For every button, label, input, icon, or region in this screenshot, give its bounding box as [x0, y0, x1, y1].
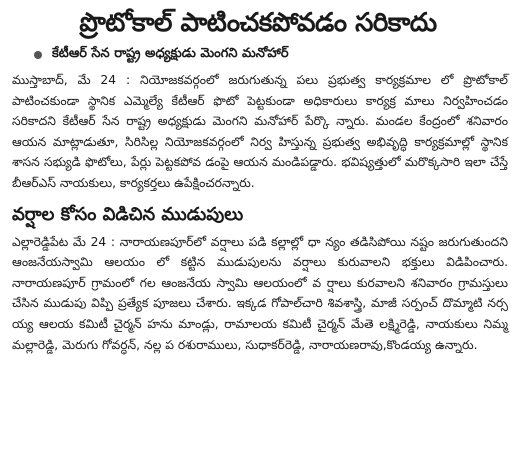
article-headline: ప్రొటోకాల్ పాటించకపోవడం సరికాదు [79, 8, 437, 38]
article-body: ముస్తాబాద్, మే 24 : నియోజకవర్గంలో జరుగుతున్న పలు ప్రభుత్వ కార్యక్రమాల లో ప్రొటోకాల్ పాటించకుండా స్థానిక ఎమ్మెల్యే కేటీఆర్ ఫొటో పెట్టకుండా అధికారులు కార్యక్ర మాలు నిర్వహించడం సరికాదని కేటీఆర్ సేన రాష్ట్ర అధ్యక్షుడు మెంగని మనోహార్ పేర్కొ న్నారు. మండల కేంద్రంలో శనివారం ఆయన మాట్లాడుతూ, సిరిసిల్ల నియోజకవర్గంలో నిర్వ హిస్తున్న ప్రభుత్వ అభివృద్ధి కార్యక్రమాల్లో స్థానిక శాసన సభ్యుడి ఫొటోలు, పేర్లు పెట్టకపోవ డంపై ఆయన మండిపడ్డారు. భవిష్యత్తులో మరొక్కసారి ఇలా చేస్తే బీఆర్ఎస్ నాయకులు, కార్యకర్తలు ఉపేక్షించరన్నారు. [12, 73, 508, 190]
subhead-text: కేటీఆర్ సేన రాష్ట్ర అధ్యక్షుడు మెంగని మనోహార్ [52, 46, 289, 61]
article-protocol [8, 4, 508, 194]
article-headline: వర్షాల కోసం విడిచిన ముడుపులు [12, 203, 244, 225]
article-body: ఎల్లారెడ్డిపేట మే 24 : నారాయణపూర్‌లో వర్షాలు పడి కల్లాల్లో ధా న్యం తడిసిపోయి నష్టం జరుగుతుందని ఆంజనేయస్వామి ఆలయం లో కట్టిన ముడుపులను వర్షాలు కురువాలని భక్తులు విడిపించారు. నారాయణపూర్ గ్రామంలో గల ఆంజనేయ స్వామి ఆలయంలో వ ర్షాలు కురవాలని శనివారం గ్రామస్తులు చేసిన ముడుపు విప్పి ప్రత్యేక పూజలు చేశారు. ఇక్కడ గోపాల్‌చారి శివశాస్త్రి, మాజీ సర్పంచ్ దొమ్మాటి నర్స య్య ఆలయ కమిటీ చైర్మన్ హను మాండ్లు, రామాలయ కమిటీ చైర్మన్ మేతె లక్ష్మిరెడ్డి, నాయకులు నిమ్మ మల్లారెడ్డి, మెరుగు గోవర్ధన్, నల్ల ప రశురాములు, సుధాకర్‌రెడ్డి, నారాయణరావు,కొండయ్య ఉన్నారు. [12, 234, 508, 352]
bullet-icon [34, 51, 42, 59]
article-subhead [34, 44, 508, 66]
article-rain-offerings [8, 200, 508, 356]
